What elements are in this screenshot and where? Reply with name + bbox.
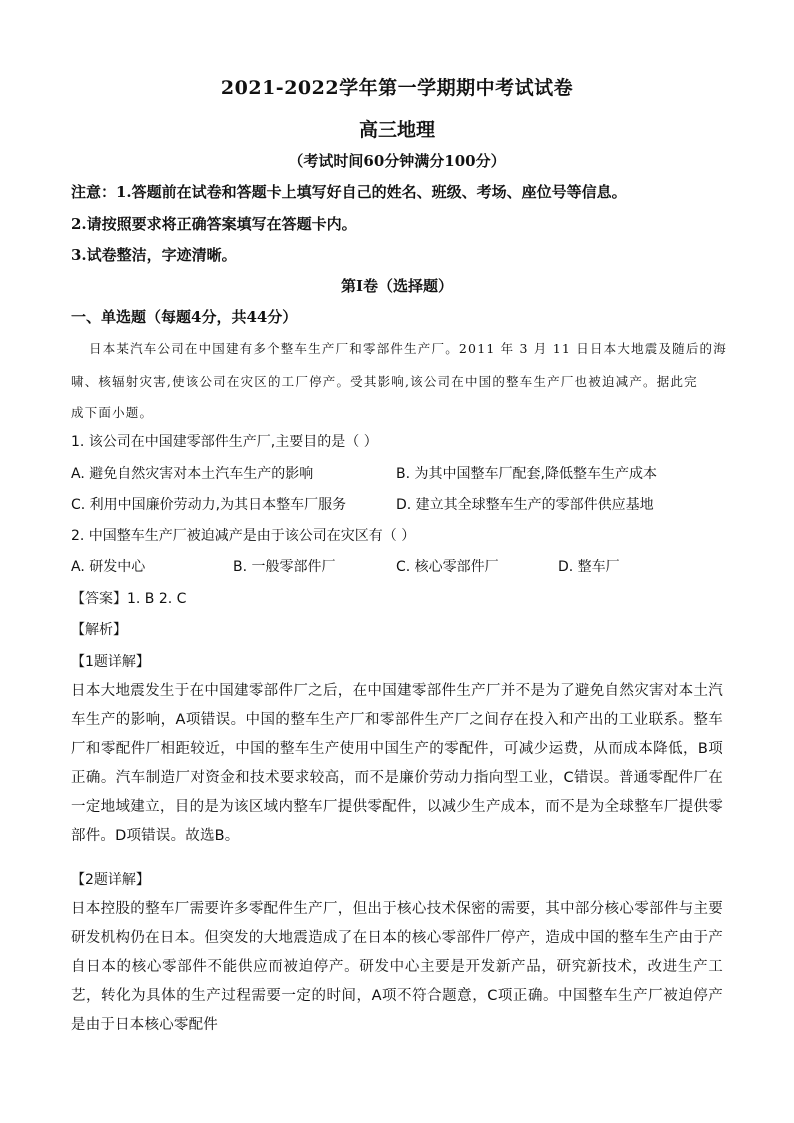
exam-title: 2021-2022学年第一学期期中考试试卷 bbox=[220, 77, 574, 99]
exam-time-info: （考试时间60分钟满分100分） bbox=[288, 152, 506, 170]
passage-line-1: 日本某汽车公司在中国建有多个整车生产厂和零部件生产厂。2011 年 3 月 11 日日本大地震及随后的海 bbox=[89, 341, 727, 356]
analysis-label: 【解析】 bbox=[71, 622, 127, 638]
q2-detail-text: 日本控股的整车厂需要许多零配件生产厂，但出于核心技术保密的需要，其中部分核心零部件与主要研发机构仍在日本。但突发的大地震造成了在日本的核心零部件厂停产，造成中国的整车生产由于产自日本的核心零部件不能供应而被迫停产。研发中心主要是开发新产品，研究新技术，改进生产工艺，转化为具体的生产过程需要一定的时间，A项不符合题意，C项正确。中国整车生产厂被迫停产是由于日本核心零配件 bbox=[71, 901, 723, 1033]
volume-title: 第Ⅰ卷（选择题） bbox=[340, 277, 454, 295]
question-2-option-d: D. 整车厂 bbox=[558, 559, 620, 575]
q1-detail-label: 【1题详解】 bbox=[71, 654, 150, 670]
answer-label: 【答案】 bbox=[71, 591, 127, 607]
note-line-2: 2.请按照要求将正确答案填写在答题卡内。 bbox=[71, 215, 357, 233]
question-1-option-c: C. 利用中国廉价劳动力,为其日本整车厂服务 bbox=[71, 497, 347, 513]
question-2-option-c: C. 核心零部件厂 bbox=[396, 559, 499, 575]
question-1-option-a: A. 避免自然灾害对本土汽车生产的影响 bbox=[71, 466, 314, 482]
answer-row bbox=[71, 588, 186, 608]
question-2-stem: 2. 中国整车生产厂被迫减产是由于该公司在灾区有（ ） bbox=[71, 528, 416, 544]
q2-detail-label: 【2题详解】 bbox=[71, 872, 150, 888]
question-2-option-a: A. 研发中心 bbox=[71, 559, 146, 575]
passage-line-3: 成下面小题。 bbox=[71, 405, 154, 420]
question-2-option-b: B. 一般零部件厂 bbox=[233, 559, 336, 575]
subject-title: 高三地理 bbox=[358, 119, 435, 141]
note-line-1: 注意：1.答题前在试卷和答题卡上填写好自己的姓名、班级、考场、座位号等信息。 bbox=[71, 183, 627, 201]
question-1-option-b: B. 为其中国整车厂配套,降低整车生产成本 bbox=[396, 466, 657, 482]
question-1-stem: 1. 该公司在中国建零部件生产厂,主要目的是（ ） bbox=[71, 434, 378, 450]
part-title: 一、单选题（每题4分，共44分） bbox=[71, 308, 298, 326]
note-line-3: 3.试卷整洁，字迹清晰。 bbox=[71, 246, 237, 264]
question-1-option-d: D. 建立其全球整车生产的零部件供应基地 bbox=[396, 497, 654, 513]
passage-line-2: 啸、核辐射灾害,使该公司在灾区的工厂停产。受其影响,该公司在中国的整车生产厂也被迫减产。据此完 bbox=[71, 374, 698, 389]
answer-value: 1. B 2. C bbox=[127, 591, 187, 607]
q1-detail-text: 日本大地震发生于在中国建零部件厂之后，在中国建零部件生产厂并不是为了避免自然灾害对本土汽车生产的影响，A项错误。中国的整车生产厂和零部件生产厂之间存在投入和产出的工业联系。整车厂和零配件厂相距较近，中国的整车生产使用中国生产的零配件，可减少运费，从而成本降低，B项正确。汽车制造厂对资金和技术要求较高，而不是廉价劳动力指向型工业，C错误。普通零配件厂在一定地域建立，目的是为该区域内整车厂提供零配件，以减少生产成本，而不是为全球整车厂提供零部件。D项错误。故选B。 bbox=[71, 683, 723, 844]
